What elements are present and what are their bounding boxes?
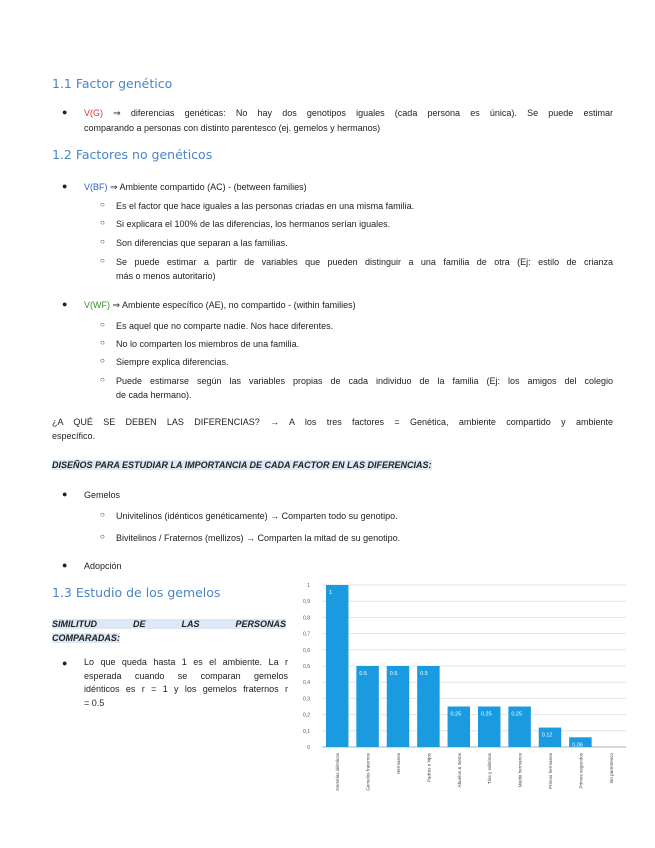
- bf-sub-item-cont: más o menos autoritario): [116, 271, 216, 281]
- section-1-3-heading: 1.3 Estudio de los gemelos: [52, 585, 221, 600]
- gemelos-item: Gemelos: [84, 490, 121, 500]
- category-label: Gemelos idénticos: [335, 753, 341, 791]
- bar: [326, 585, 348, 747]
- bullet-dot: ●: [62, 658, 68, 668]
- section-1-2-heading: 1.2 Factores no genéticos: [52, 147, 213, 162]
- circle-bullet: ○: [100, 256, 105, 265]
- question-line-2: específico.: [52, 431, 96, 441]
- gemelos-sub-item: Bivitelinos / Fraternos (mellizos) → Comparten la mitad de su genotipo.: [116, 533, 401, 543]
- y-tick-label: 0,5: [303, 664, 310, 670]
- circle-bullet: ○: [100, 218, 105, 227]
- bar-value-label: 0.5: [359, 671, 368, 677]
- y-tick-label: 0,6: [303, 647, 310, 654]
- circle-bullet: ○: [100, 356, 105, 365]
- bar: [387, 666, 409, 747]
- bar-value-label: 0.5: [420, 671, 428, 677]
- circle-bullet: ○: [100, 338, 105, 347]
- genetic-factor-line-2: comparando a personas con distinto parentesco (ej. gemelos y hermanos): [84, 123, 381, 133]
- y-tick-label: 0: [307, 745, 310, 751]
- circle-bullet: ○: [100, 320, 105, 329]
- y-tick-label: 0,3: [303, 696, 310, 703]
- bar-value-label: 0.25: [511, 711, 523, 718]
- wf-sub-item: No lo comparten los miembros de una familia.: [116, 339, 300, 349]
- category-label: Sin parentesco: [608, 753, 614, 784]
- bullet-dot: ●: [62, 299, 68, 309]
- category-label: Padres e hijos: [426, 753, 432, 783]
- vg-label: V(G): [84, 108, 103, 118]
- bar-value-label: 0.12: [541, 732, 553, 739]
- bar-value-label: 0.06: [572, 742, 583, 749]
- wf-sub-item: Puede estimarse según las variables propias de cada individuo de la familia (Ej: los amigos del colegio: [116, 376, 613, 386]
- section-1-1-heading: 1.1 Factor genético: [52, 76, 173, 91]
- twin-explanation: Lo que queda hasta 1 es el ambiente. La r esperada cuando se comparan gemelos idénticos es r = 1 y los gemelos fraternos r = 0.5: [84, 657, 288, 708]
- y-tick-label: 0,8: [303, 615, 310, 622]
- bf-sub-item: Se puede estimar a partir de variables que pueden distinguir a una familia de otra (Ej: estilo de crianza: [116, 257, 613, 267]
- circle-bullet: ○: [100, 375, 105, 384]
- y-tick-label: 0,7: [303, 631, 310, 638]
- category-label: Abuelos & nietos: [456, 753, 462, 788]
- category-label: Medio hermanos: [517, 753, 523, 788]
- wf-sub-item: Siempre explica diferencias.: [116, 357, 229, 367]
- y-tick-label: 0,4: [303, 680, 310, 687]
- bar-value-label: 0.25: [480, 711, 492, 718]
- wf-sub-item: Es aquel que no comparte nadie. Nos hace diferentes.: [116, 321, 334, 331]
- circle-bullet: ○: [100, 532, 105, 541]
- circle-bullet: ○: [100, 200, 105, 209]
- bf-sub-item: Si explicara el 100% de las diferencias, los hermanos serían iguales.: [116, 219, 391, 229]
- bar: [356, 666, 378, 747]
- y-tick-label: 0,1: [303, 728, 310, 735]
- category-label: Gemelos fraternos: [365, 753, 371, 791]
- category-label: Tíos y sobrinos: [487, 753, 493, 785]
- similarity-label-1: SIMILITUD DE LAS PERSONAS: [52, 619, 286, 629]
- bar-value-label: 1: [328, 590, 333, 596]
- bullet-dot: ●: [62, 107, 68, 117]
- bar-value-label: 0.25: [450, 711, 462, 718]
- gemelos-sub-item: Univitelinos (idénticos genéticamente) → Comparten todo su genotipo.: [116, 511, 398, 521]
- category-label: Hermanos: [396, 753, 401, 775]
- bullet-dot: ●: [62, 181, 68, 191]
- wf-item: V(WF) ⇒ Ambiente específico (AE), no compartido - (within families): [84, 300, 356, 310]
- kinship-correlation-chart: [296, 578, 636, 803]
- bar: [417, 666, 439, 747]
- y-tick-label: 1: [307, 583, 310, 589]
- y-tick-label: 0,9: [303, 599, 310, 606]
- circle-bullet: ○: [100, 237, 105, 246]
- category-label: Primos hermanos: [548, 753, 553, 789]
- genetic-factor-line-1: V(G) ⇒ diferencias genéticas: No hay dos genotipos iguales (cada persona es única). Se puede estimar: [84, 108, 613, 118]
- bullet-dot: ●: [62, 489, 68, 499]
- category-label: Primos segundos: [578, 753, 584, 789]
- circle-bullet: ○: [100, 510, 105, 519]
- bf-sub-item: Es el factor que hace iguales a las personas criadas en una misma familia.: [116, 201, 415, 211]
- designs-title: DISEÑOS PARA ESTUDIAR LA IMPORTANCIA DE CADA FACTOR EN LAS DIFERENCIAS:: [52, 460, 432, 470]
- bf-sub-item: Son diferencias que separan a las familias.: [116, 238, 288, 248]
- bullet-dot: ●: [62, 560, 68, 570]
- question-line-1: ¿A QUÉ SE DEBEN LAS DIFERENCIAS? → A los tres factores = Genética, ambiente compartido y ambiente: [52, 417, 613, 427]
- y-tick-label: 0,2: [303, 712, 310, 719]
- bf-item: V(BF) ⇒ Ambiente compartido (AC) - (between families): [84, 182, 307, 192]
- adopcion-item: Adopción: [84, 561, 122, 571]
- wf-sub-item-cont: de cada hermano).: [116, 390, 192, 400]
- similarity-label-2: COMPARADAS:: [52, 633, 120, 643]
- bar-value-label: 0.5: [389, 671, 398, 677]
